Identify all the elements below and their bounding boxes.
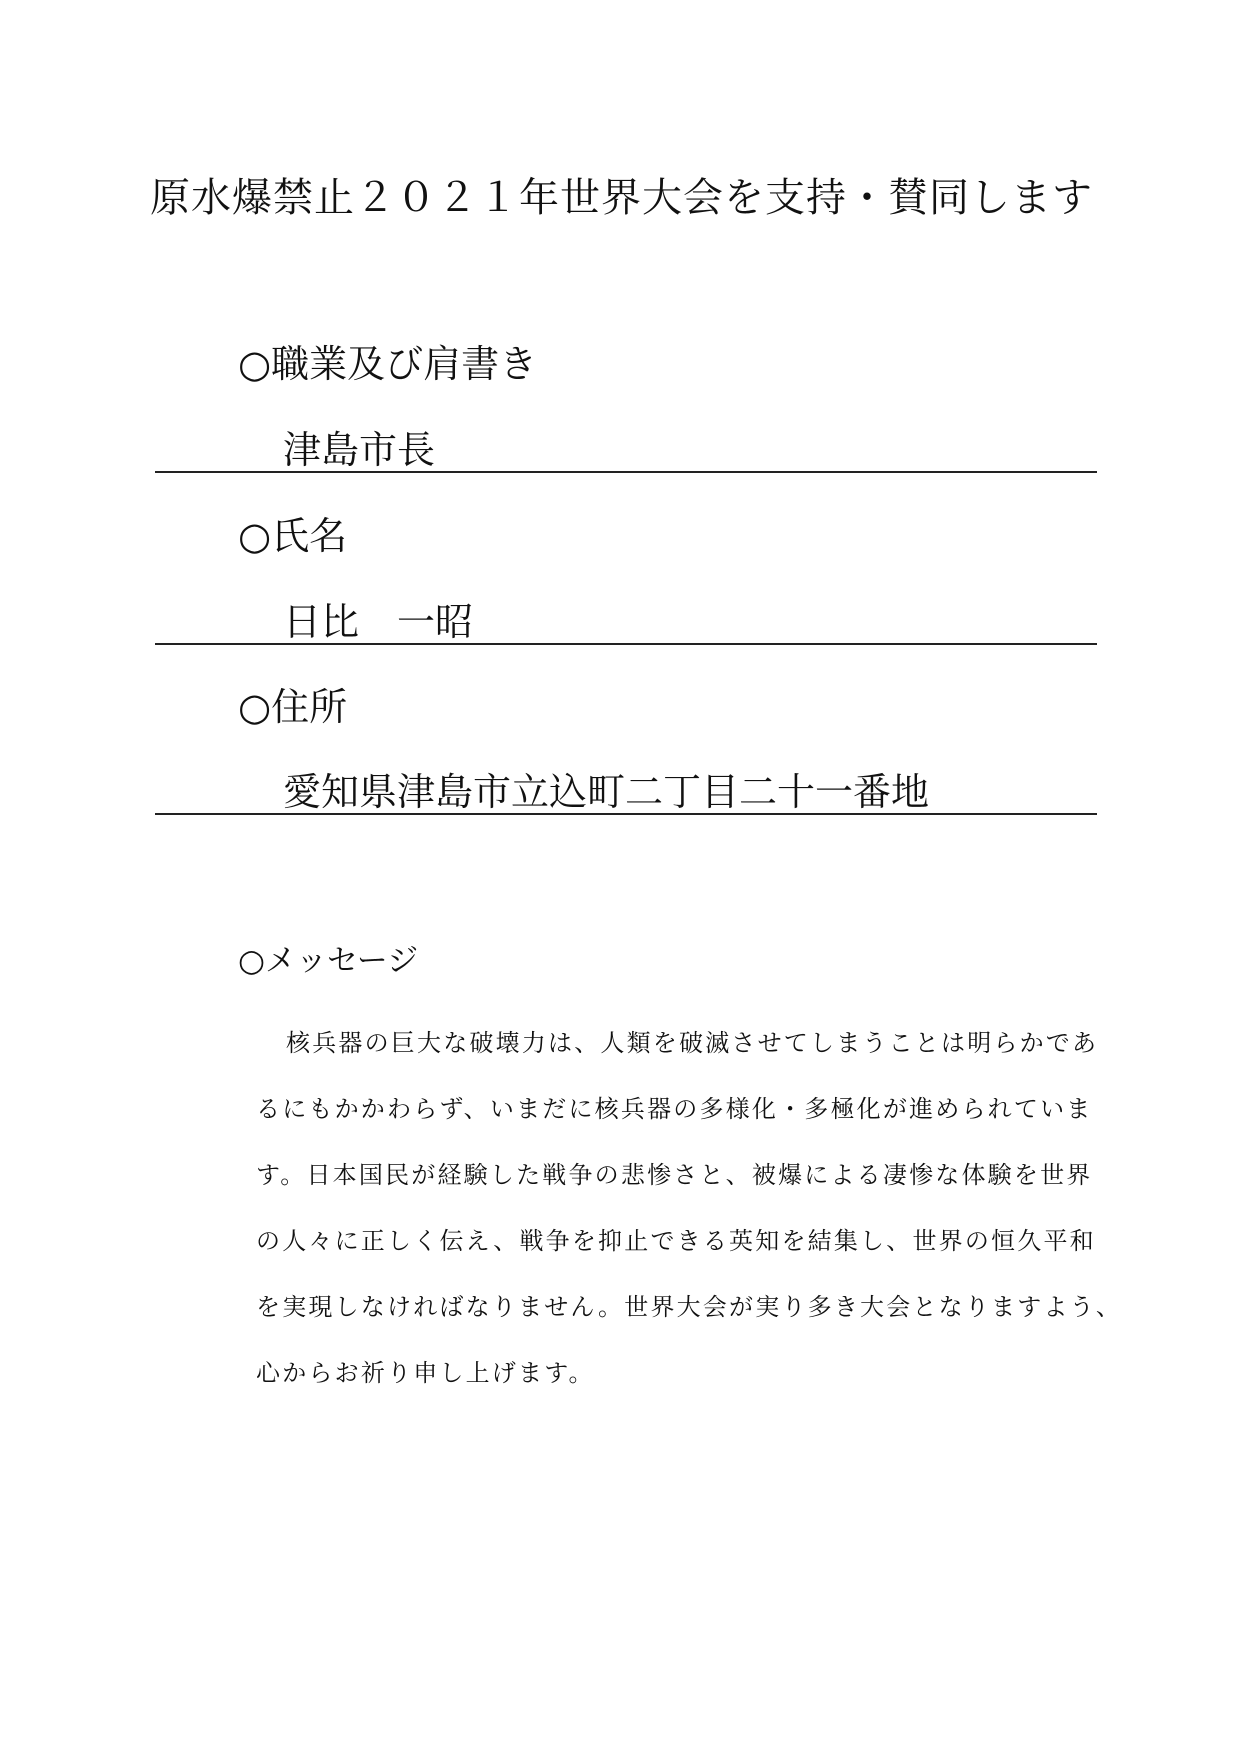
field-label-occupation: ○職業及び肩書き <box>238 342 538 386</box>
message-line: の人々に正しく伝え、戦争を抑止できる英知を結集し、世界の恒久平和 <box>256 1227 1096 1255</box>
field-value-name: 日比 一昭 <box>283 600 474 644</box>
document-title: 原水爆禁止２０２１年世界大会を支持・賛同します <box>150 175 1093 221</box>
field-underline-name <box>155 643 1097 645</box>
message-line: るにもかかわらず、いまだに核兵器の多様化・多極化が進められていま <box>256 1095 1093 1123</box>
message-line: を実現しなければなりません。世界大会が実り多き大会となりますよう、 <box>256 1293 1123 1321</box>
field-underline-address <box>155 813 1097 815</box>
field-label-address: ○住所 <box>238 685 348 729</box>
field-value-address: 愛知県津島市立込町二丁目二十一番地 <box>283 770 930 814</box>
message-label: ○メッセージ <box>238 943 419 979</box>
message-line: す。日本国民が経験した戦争の悲惨さと、被爆による凄惨な体験を世界 <box>256 1161 1093 1189</box>
field-value-occupation: 津島市長 <box>283 428 436 472</box>
field-underline-occupation <box>155 471 1097 473</box>
message-line: 心からお祈り申し上げます。 <box>256 1359 595 1387</box>
field-label-name: ○氏名 <box>238 514 348 558</box>
message-body <box>256 1010 1123 1406</box>
message-line: 核兵器の巨大な破壊力は、人類を破滅させてしまうことは明らかであ <box>286 1029 1099 1057</box>
